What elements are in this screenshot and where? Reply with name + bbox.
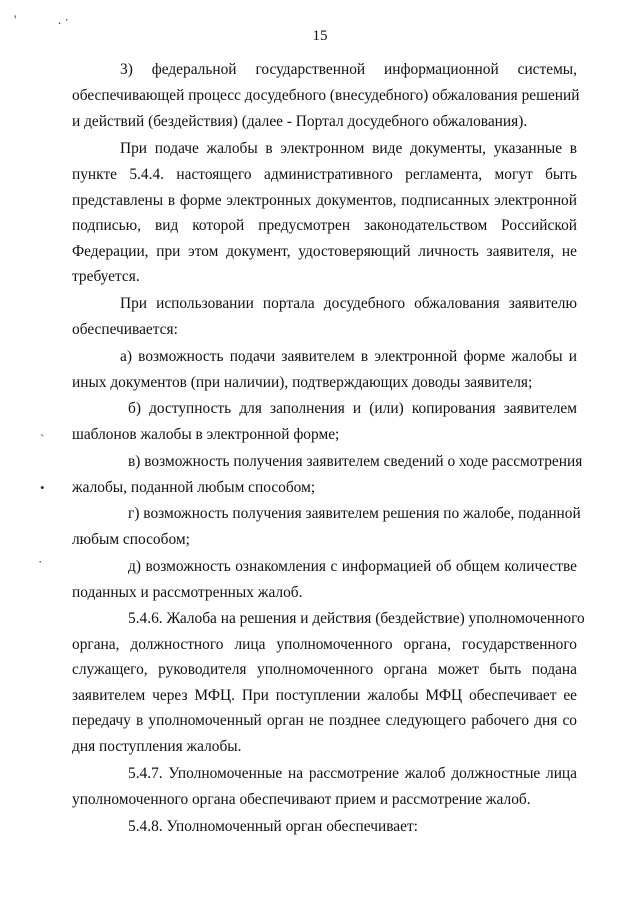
text-line: подписью, вид которой предусмотрен законодательством Российской [72, 217, 577, 234]
list-item-b: б) доступность для заполнения и (или) копирования заявителем [128, 400, 577, 417]
text-line: требуется. [72, 268, 140, 285]
text-line: дня поступления жалобы. [72, 738, 242, 755]
text-line: пункте 5.4.4. настоящего административного регламента, могут быть [72, 166, 577, 183]
list-item-v: в) возможность получения заявителем сведений о ходе рассмотрения [128, 453, 583, 470]
text-line: и действий (бездействия) (далее - Портал досудебного обжалования). [72, 113, 528, 130]
scan-speck: . · [58, 12, 69, 27]
section-5-4-6: 5.4.6. Жалоба на решения и действия (бездействие) уполномоченного [128, 610, 585, 627]
text-line: поданных и рассмотренных жалоб. [72, 584, 303, 601]
section-5-4-7: 5.4.7. Уполномоченные на рассмотрение жалоб должностные лица [128, 765, 577, 782]
text-line: жалобы, поданной любым способом; [72, 479, 316, 496]
scan-speck: · [38, 554, 43, 569]
text-line: заявителем через МФЦ. При поступлении жалобы МФЦ обеспечивает ее [72, 687, 577, 704]
text-line: служащего, руководителя уполномоченного органа может быть подана [72, 661, 577, 678]
text-line: обеспечивающей процесс досудебного (внесудебного) обжалования решений [72, 87, 580, 104]
text-line: Федерации, при этом документ, удостоверяющий личность заявителя, не [72, 243, 577, 260]
text-line: 3) федеральной государственной информационной системы, [120, 61, 577, 78]
text-line: При использовании портала досудебного обжалования заявителю [120, 295, 577, 312]
list-item-a: а) возможность подачи заявителем в электронной форме жалобы и [120, 348, 577, 365]
text-line: При подаче жалобы в электронном виде документы, указанные в [120, 140, 577, 157]
text-line: шаблонов жалобы в электронной форме; [72, 426, 340, 443]
text-line: иных документов (при наличии), подтверждающих доводы заявителя; [72, 374, 533, 391]
scan-speck: • [40, 480, 45, 495]
text-line: представлены в форме электронных документов, подписанных электронной [72, 192, 577, 209]
text-line: органа, должностного лица уполномоченного органа, государственного [72, 636, 577, 653]
text-line: передачу в уполномоченный орган не позднее следующего рабочего дня со [72, 712, 577, 729]
scan-speck: ' [14, 12, 17, 27]
list-item-g: г) возможность получения заявителем решения по жалобе, поданной [128, 505, 581, 522]
section-5-4-8: 5.4.8. Уполномоченный орган обеспечивает: [128, 818, 418, 835]
page-number: 15 [312, 28, 328, 44]
list-item-d: д) возможность ознакомления с информацией об общем количестве [128, 558, 577, 575]
text-line: уполномоченного органа обеспечивают прием и рассмотрение жалоб. [72, 791, 531, 808]
text-line: обеспечивается: [72, 321, 178, 338]
text-line: любым способом; [72, 531, 190, 548]
scan-speck: ˎ [40, 422, 45, 437]
